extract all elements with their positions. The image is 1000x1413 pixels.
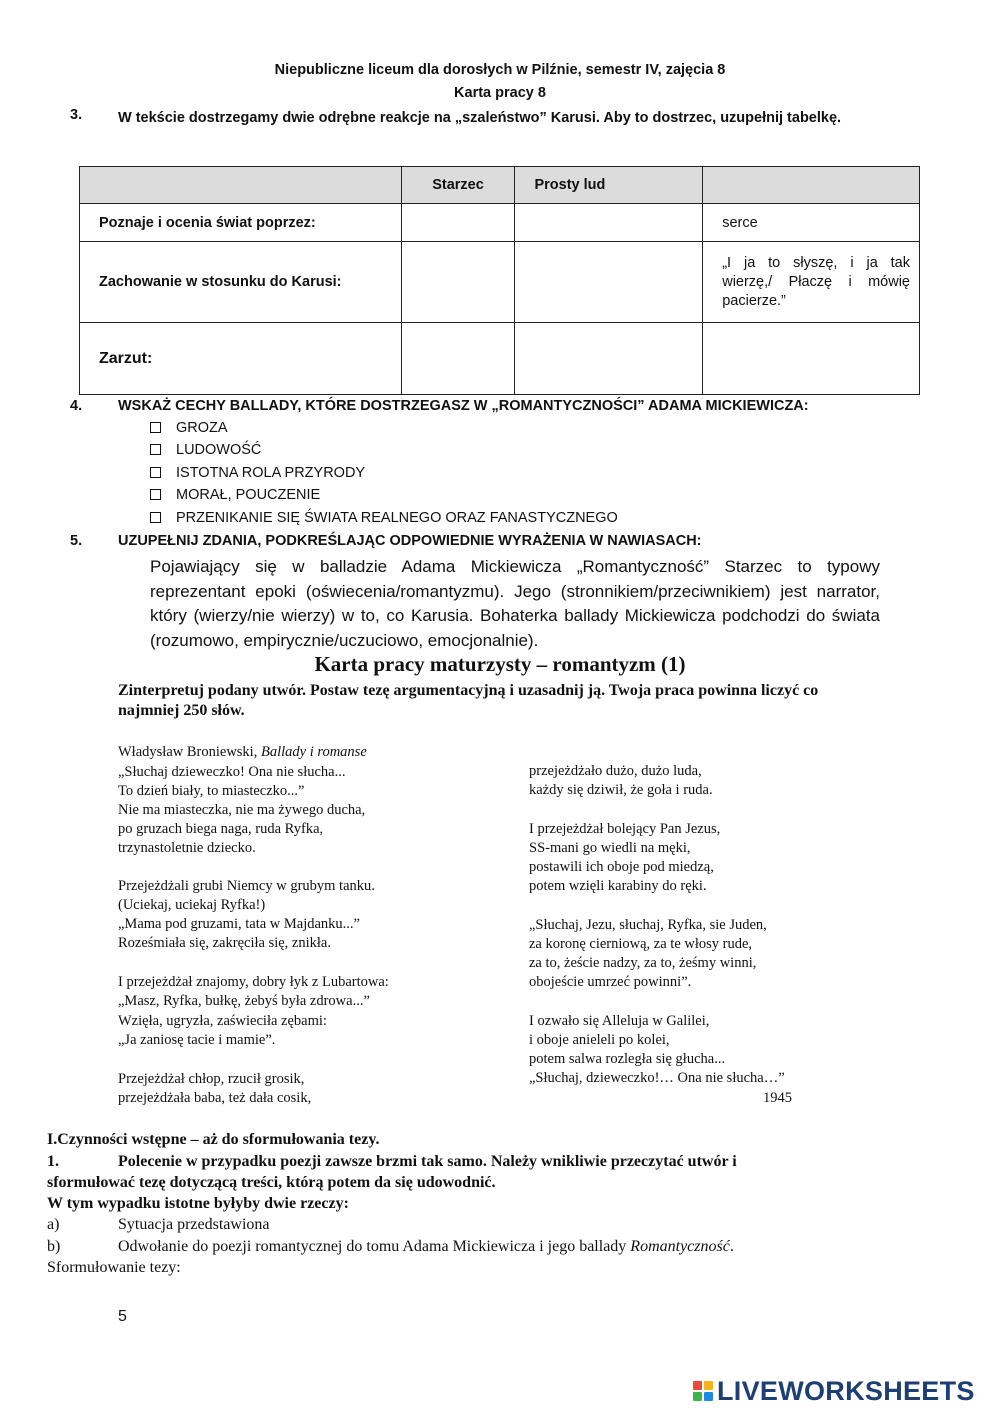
answer-cell-starzec[interactable] [401, 204, 515, 242]
option-label: MORAŁ, POUCZENIE [176, 487, 321, 503]
checkbox-icon[interactable] [150, 422, 161, 433]
poem-line: „Mama pod gruzami, tata w Majdanku...” [118, 916, 360, 932]
poem-line: To dzień biały, to miasteczko...” [118, 783, 305, 799]
table-header-cell [80, 167, 402, 204]
table-header-cell [703, 167, 920, 204]
poem-line: potem wzięli karabiny do ręki. [529, 878, 707, 894]
question-4-number: 4. [70, 398, 83, 414]
logo-square [704, 1381, 713, 1390]
poem-line: przejeżdżała baba, też dała cosik, [118, 1090, 312, 1106]
logo-square [693, 1392, 702, 1401]
poem-year: 1945 [763, 1090, 792, 1106]
poem-book-title: Ballady i romanse [260, 744, 367, 760]
poem-line: „Słuchaj dzieweczko! Ona nie słucha... [118, 764, 346, 780]
table-row [80, 204, 920, 242]
watermark-text: LIVEWORKSHEETS [717, 1375, 975, 1406]
liveworksheets-watermark[interactable] [693, 1376, 975, 1406]
row-label: Zachowanie w stosunku do Karusi: [80, 242, 402, 323]
poem-line: „Masz, Ryfka, bułkę, żebyś była zdrowa...” [118, 993, 370, 1009]
checkbox-icon[interactable] [150, 512, 161, 523]
poem-line: I ozwało się Alleluja w Galilei, [529, 1013, 710, 1029]
option-label: GROZA [176, 420, 228, 436]
question-3-text: W tekście dostrzegamy dwie odrębne reakcje na „szaleństwo” Karusi. Aby to dostrzec, uzupełnij tabelkę. [118, 110, 842, 126]
list-item-text: Odwołanie do poezji romantycznej do tomu Adama Mickiewicza i jego ballady [118, 1238, 631, 1255]
logo-square [693, 1381, 702, 1390]
checkbox-icon[interactable] [150, 467, 161, 478]
poem-line: każdy się dziwił, że goła i ruda. [529, 782, 713, 798]
poem-line: za koronę cierniową, za te włosy rude, [529, 936, 753, 952]
poem-line: i oboje anieleli po kolei, [529, 1032, 670, 1048]
worksheet-title: Karta pracy 8 [454, 85, 546, 101]
table-header-prosty-lud: Prosty lud [515, 167, 703, 204]
poem-line: Roześmiała się, zakręciła się, znikła. [118, 935, 331, 951]
ballad-title: Romantyczność [630, 1238, 730, 1255]
poem-line: „Słuchaj, dzieweczko!… Ona nie słucha…” [529, 1070, 785, 1086]
poem-line: SS-mani go wiedli na męki, [529, 840, 691, 856]
poem-line: I przejeżdżał bolejący Pan Jezus, [529, 821, 721, 837]
list-label: a) [47, 1216, 60, 1233]
poem-source [118, 744, 367, 761]
question-4-text: WSKAŻ CECHY BALLADY, KTÓRE DOSTRZEGASZ W „ROMANTYCZNOŚCI” ADAMA MICKIEWICZA: [118, 398, 809, 414]
item-text: sformułować tezę dotyczącą treści, którą potem da się udowodnić. [47, 1174, 496, 1191]
thesis-label: Sformułowanie tezy: [47, 1259, 181, 1276]
question-3-number: 3. [70, 107, 83, 123]
table-header-starzec: Starzec [401, 167, 515, 204]
extra-cell[interactable] [703, 323, 920, 395]
option-label: PRZENIKANIE SIĘ ŚWIATA REALNEGO ORAZ FANASTYCZNEGO [176, 510, 618, 526]
poem-line: Przejeżdżał chłop, rzucił grosik, [118, 1071, 305, 1087]
task-instruction: Zinterpretuj podany utwór. Postaw tezę argumentacyjną i uzasadnij ją. Twoja praca powinna liczyć co najmniej 250 słów. [118, 682, 819, 719]
extra-cell: serce [703, 204, 920, 242]
row-label: Poznaje i ocenia świat poprzez: [80, 204, 402, 242]
subheading: W tym wypadku istotne byłyby dwie rzeczy: [47, 1195, 349, 1212]
option-label: LUDOWOŚĆ [176, 442, 262, 458]
checkbox-option[interactable] [150, 465, 365, 481]
poem-line: „Ja zaniosę tacie i mamie”. [118, 1032, 276, 1048]
poem-author: Władysław Broniewski, [118, 744, 261, 760]
poem-line: po gruzach biega naga, ruda Ryfka, [118, 821, 324, 837]
item-number: 1. [47, 1153, 59, 1170]
section-title: Karta pracy maturzysty – romantyzm (1) [314, 652, 686, 676]
answer-cell-starzec[interactable] [401, 242, 515, 323]
poem-line: za to, żeście nadzy, za to, żeśmy winni, [529, 955, 757, 971]
poem-line: „Słuchaj, Jezu, słuchaj, Ryfka, sie Juden, [529, 917, 767, 933]
list-label: b) [47, 1238, 61, 1255]
item-text: Polecenie w przypadku poezji zawsze brzmi tak samo. Należy wnikliwie przeczytać utwór i [118, 1153, 737, 1170]
checkbox-option[interactable] [150, 510, 618, 526]
question-5-text: UZUPEŁNIJ ZDANIA, PODKREŚLAJĄC ODPOWIEDNIE WYRAŻENIA W NAWIASACH: [118, 533, 702, 549]
extra-cell: „I ja to słyszę, i ja tak wierzę,/ Płaczę i mówię pacierze.” [703, 242, 920, 323]
question-5-paragraph: Pojawiający się w balladzie Adama Mickiewicza „Romantyczność” Starzec to typowy reprezentant epoki (oświecenia/romantyzmu). Jego (stronnikiem/przeciwnikiem) jest narrator, który (wierzy/nie wierzy) w to, co Karusia. Bohaterka ballady Mickiewicza podchodzi do świata (rozumowo, empirycznie/uczuciowo, emocjonalnie). [150, 557, 880, 650]
row-label: Zarzut: [80, 323, 402, 395]
logo-square [704, 1392, 713, 1401]
list-item: Sytuacja przedstawiona [118, 1216, 270, 1233]
checkbox-icon[interactable] [150, 444, 161, 455]
answer-cell-starzec[interactable] [401, 323, 515, 395]
poem-line: Wzięła, ugryzła, zaświeciła zębami: [118, 1013, 327, 1029]
comparison-table [79, 166, 920, 395]
table-row [80, 323, 920, 395]
poem-line: postawili ich oboje pod miedzą, [529, 859, 714, 875]
question-5-number: 5. [70, 533, 83, 549]
poem-line: przejeżdżało dużo, dużo luda, [529, 763, 702, 779]
table-row [80, 242, 920, 323]
liveworksheets-logo-icon [693, 1381, 713, 1401]
poem-line: (Uciekaj, uciekaj Ryfka!) [118, 897, 266, 913]
poem-line: potem salwa rozległa się głucha... [529, 1051, 726, 1067]
checkbox-icon[interactable] [150, 489, 161, 500]
list-item [118, 1238, 734, 1256]
checkbox-option[interactable] [150, 487, 320, 503]
checkbox-option[interactable] [150, 442, 261, 458]
document-header: Niepubliczne liceum dla dorosłych w Pilźnie, semestr IV, zajęcia 8 [274, 62, 726, 78]
poem-line: Nie ma miasteczka, nie ma żywego ducha, [118, 802, 366, 818]
list-item-end: . [729, 1238, 734, 1255]
table-header-row [80, 167, 920, 204]
section-heading: I.Czynności wstępne – aż do sformułowania tezy. [47, 1131, 380, 1148]
poem-line: trzynastoletnie dziecko. [118, 840, 256, 856]
poem-line: Przejeżdżali grubi Niemcy w grubym tanku. [118, 878, 375, 894]
answer-cell-lud[interactable] [515, 242, 703, 323]
poem-line: I przejeżdżał znajomy, dobry łyk z Lubartowa: [118, 974, 389, 990]
checkbox-option[interactable] [150, 420, 228, 436]
option-label: ISTOTNA ROLA PRZYRODY [176, 465, 366, 481]
answer-cell-lud[interactable] [515, 323, 703, 395]
page-number: 5 [118, 1308, 127, 1325]
answer-cell-lud[interactable] [515, 204, 703, 242]
poem-line: obojeście umrzeć powinni”. [529, 974, 692, 990]
